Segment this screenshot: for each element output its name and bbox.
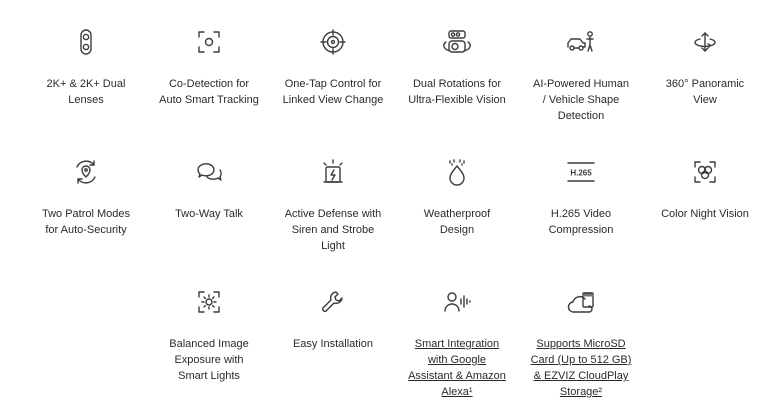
feature-label: 360° Panoramic View <box>665 78 745 106</box>
patrol-location-icon <box>71 157 101 187</box>
feature-label: H.265 Video Compression <box>548 208 614 236</box>
feature-label: Active Defense with Siren and Strobe Light <box>284 208 382 252</box>
panorama-rotate-icon <box>690 27 720 57</box>
color-night-vision-icon <box>690 157 720 187</box>
feature-one-tap-control <box>271 27 395 108</box>
feature-label: Balanced Image Exposure with Smart Lights <box>169 338 249 382</box>
smart-integration-link[interactable]: Smart Integration with Google Assistant & Amazon Alexa¹ <box>408 338 506 398</box>
rotating-camera-icon <box>442 27 472 57</box>
feature-label: Two-Way Talk <box>175 208 243 220</box>
svg-text:H.265: H.265 <box>570 168 592 178</box>
raindrop-icon <box>442 157 472 187</box>
feature-dual-rotations <box>395 27 519 108</box>
feature-h265 <box>519 157 643 238</box>
car-person-icon <box>566 27 596 57</box>
feature-label: Weatherproof Design <box>423 208 491 236</box>
focus-frame-icon <box>194 27 224 57</box>
crosshair-icon <box>318 27 348 57</box>
chat-bubbles-icon <box>194 157 224 187</box>
feature-easy-installation <box>271 287 395 352</box>
feature-human-vehicle-detection <box>519 27 643 124</box>
feature-smart-integration <box>395 287 519 400</box>
cloud-sd-card-icon <box>566 287 596 317</box>
feature-patrol-modes <box>24 157 148 238</box>
feature-active-defense <box>271 157 395 254</box>
feature-label: Dual Rotations for Ultra-Flexible Vision <box>408 78 506 106</box>
feature-dual-lenses <box>24 27 148 108</box>
feature-label: Easy Installation <box>292 338 374 350</box>
feature-two-way-talk <box>147 157 271 222</box>
feature-co-detection <box>147 27 271 108</box>
feature-label: Co-Detection for Auto Smart Tracking <box>159 78 259 106</box>
feature-panoramic-view <box>643 27 767 108</box>
sun-exposure-icon <box>194 287 224 317</box>
feature-label: One-Tap Control for Linked View Change <box>282 78 384 106</box>
h265-icon <box>566 157 596 187</box>
feature-microsd-cloud <box>519 287 643 400</box>
microsd-storage-link[interactable]: Supports MicroSD Card (Up to 512 GB) & EZVIZ CloudPlay Storage² <box>530 338 632 398</box>
feature-weatherproof <box>395 157 519 238</box>
feature-balanced-exposure <box>147 287 271 384</box>
feature-label: AI-Powered Human / Vehicle Shape Detection <box>533 78 629 122</box>
feature-color-night-vision <box>643 157 767 222</box>
feature-label: Color Night Vision <box>661 208 749 220</box>
feature-label: Two Patrol Modes for Auto-Security <box>41 208 131 236</box>
dual-lens-icon <box>71 27 101 57</box>
feature-label: 2K+ & 2K+ Dual Lenses <box>46 78 126 106</box>
wrench-icon <box>318 287 348 317</box>
siren-icon <box>318 157 348 187</box>
voice-assistant-icon <box>442 287 472 317</box>
